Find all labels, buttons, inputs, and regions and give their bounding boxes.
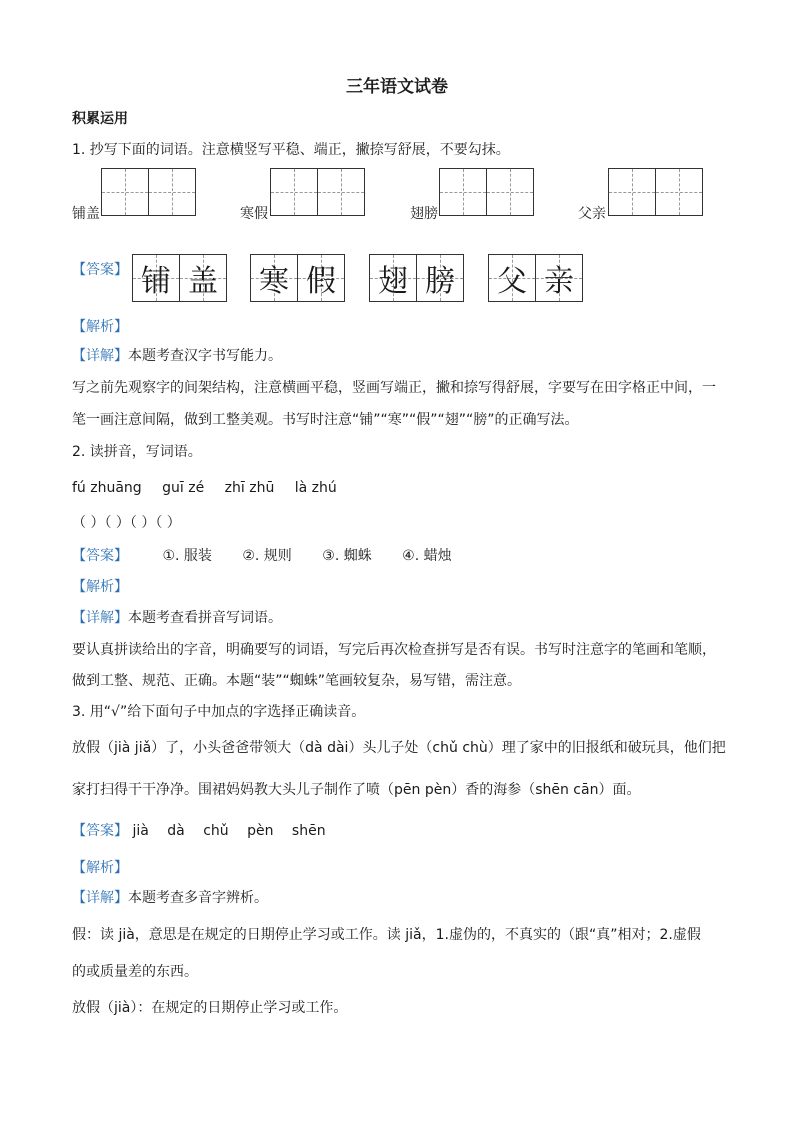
- q2-explain-line-2: 做到工整、规范、正确。本题“装”“蜘蛛”笔画较复杂，易写错，需注意。: [72, 673, 522, 689]
- answer-char: 膀: [425, 264, 455, 299]
- q3-explain-line-1: 假：读 jià，意思是在规定的日期停止学习或工作。读 jiǎ，1.虚伪的，不真实的（跟“真”相对；2.虚假: [72, 927, 701, 943]
- q2-prompt: 2. 读拼音，写词语。: [72, 444, 202, 460]
- q1-answer-grid-4: [488, 254, 583, 302]
- grid-cell[interactable]: [608, 168, 656, 216]
- grid-cell[interactable]: [101, 168, 149, 216]
- q1-detail: [72, 346, 282, 366]
- q3-explain-line-3: 放假（jià）：在规定的日期停止学习或工作。: [72, 1000, 348, 1016]
- detail-text: 本题考查看拼音写词语。: [128, 610, 282, 626]
- detail-text: 本题考查多音字辨析。: [128, 890, 268, 906]
- q1-answer-grid-2: [250, 254, 345, 302]
- section-heading: 积累运用: [72, 111, 128, 127]
- q2-detail: [72, 608, 282, 628]
- q1-answer-grid-1: [132, 254, 227, 302]
- answer-2: dà: [167, 823, 185, 839]
- q1-word-2: 寒假: [240, 206, 268, 222]
- q1-explain-line-2: 笔一画注意间隔，做到工整美观。书写时注意“铺”“寒”“假”“翅”“膀”的正确写法。: [72, 412, 579, 428]
- answer-char: 铺: [141, 264, 171, 299]
- pinyin-1: fú zhuāng: [72, 480, 142, 496]
- q3-sentence-line-2: 家打扫得干干净净。围裙妈妈教大头儿子制作了喷（pēn pèn）香的海参（shēn cān）面。: [72, 782, 641, 798]
- grid-cell: [369, 254, 417, 302]
- answer-char: 翅: [378, 264, 408, 299]
- answer-char: 寒: [259, 264, 289, 299]
- grid-cell: [535, 254, 583, 302]
- q3-detail: [72, 888, 268, 908]
- answer-char: 父: [497, 264, 527, 299]
- q1-prompt: 1. 抄写下面的词语。注意横竖写平稳、端正，撇捺写舒展，不要勾抹。: [72, 142, 510, 158]
- q3-answer: [72, 821, 326, 841]
- answer-tag: 【答案】: [72, 548, 128, 564]
- detail-tag: 【详解】: [72, 610, 128, 626]
- q2-pinyin-row: [72, 478, 337, 498]
- grid-cell[interactable]: [439, 168, 487, 216]
- q1-answer-grid-3: [369, 254, 464, 302]
- q1-writing-grid-2[interactable]: [270, 168, 365, 216]
- q1-explain-line-1: 写之前先观察字的间架结构，注意横画平稳，竖画写端正，撇和捺写得舒展，字要写在田字格正中间，一: [72, 380, 716, 396]
- grid-cell: [250, 254, 298, 302]
- answer-1: ①. 服装: [162, 548, 212, 564]
- detail-tag: 【详解】: [72, 348, 128, 364]
- pinyin-2: guī zé: [162, 480, 205, 496]
- q2-analysis-tag: 【解析】: [72, 579, 128, 595]
- q1-word-4: 父亲: [578, 206, 606, 222]
- detail-tag: 【详解】: [72, 890, 128, 906]
- answer-char: 亲: [544, 264, 574, 299]
- grid-cell[interactable]: [317, 168, 365, 216]
- q3-explain-line-2: 的或质量差的东西。: [72, 964, 198, 980]
- answer-4: pèn: [247, 823, 274, 839]
- grid-cell: [179, 254, 227, 302]
- answer-2: ②. 规则: [242, 548, 292, 564]
- q1-word-1: 铺盖: [72, 206, 100, 222]
- grid-cell: [297, 254, 345, 302]
- grid-cell[interactable]: [655, 168, 703, 216]
- answer-char: 假: [306, 264, 336, 299]
- pinyin-3: zhī zhū: [224, 480, 275, 496]
- q1-answer-tag: 【答案】: [72, 262, 128, 278]
- grid-cell[interactable]: [270, 168, 318, 216]
- q1-writing-grid-4[interactable]: [608, 168, 703, 216]
- q1-word-3: 翅膀: [410, 206, 438, 222]
- q2-answer: [72, 546, 452, 566]
- q3-analysis-tag: 【解析】: [72, 860, 128, 876]
- answer-tag: 【答案】: [72, 823, 128, 839]
- q2-explain-line-1: 要认真拼读给出的字音，明确要写的词语，写完后再次检查拼写是否有误。书写时注意字的笔画和笔顺，: [72, 642, 716, 658]
- grid-cell: [488, 254, 536, 302]
- answer-3: ③. 蜘蛛: [322, 548, 372, 564]
- page-title: 三年语文试卷: [346, 77, 448, 97]
- grid-cell: [132, 254, 180, 302]
- pinyin-4: là zhú: [294, 480, 337, 496]
- grid-cell[interactable]: [486, 168, 534, 216]
- answer-char: 盖: [188, 264, 218, 299]
- q1-writing-grid-1[interactable]: [101, 168, 196, 216]
- q2-answer-blanks[interactable]: （ ）（ ）（ ）（ ）: [72, 515, 181, 531]
- answer-4: ④. 蜡烛: [402, 548, 452, 564]
- q1-writing-grid-3[interactable]: [439, 168, 534, 216]
- grid-cell: [416, 254, 464, 302]
- detail-text: 本题考查汉字书写能力。: [128, 348, 282, 364]
- q3-sentence-line-1: 放假（jià jiǎ）了，小头爸爸带领大（dà dài）头儿子处（chǔ chù）理了家中的旧报纸和破玩具，他们把: [72, 740, 726, 756]
- grid-cell[interactable]: [148, 168, 196, 216]
- answer-5: shēn: [291, 823, 326, 839]
- q3-prompt: 3. 用“√”给下面句子中加点的字选择正确读音。: [72, 704, 366, 720]
- answer-3: chǔ: [203, 823, 229, 839]
- q1-analysis-tag: 【解析】: [72, 319, 128, 335]
- answer-1: jià: [132, 823, 149, 839]
